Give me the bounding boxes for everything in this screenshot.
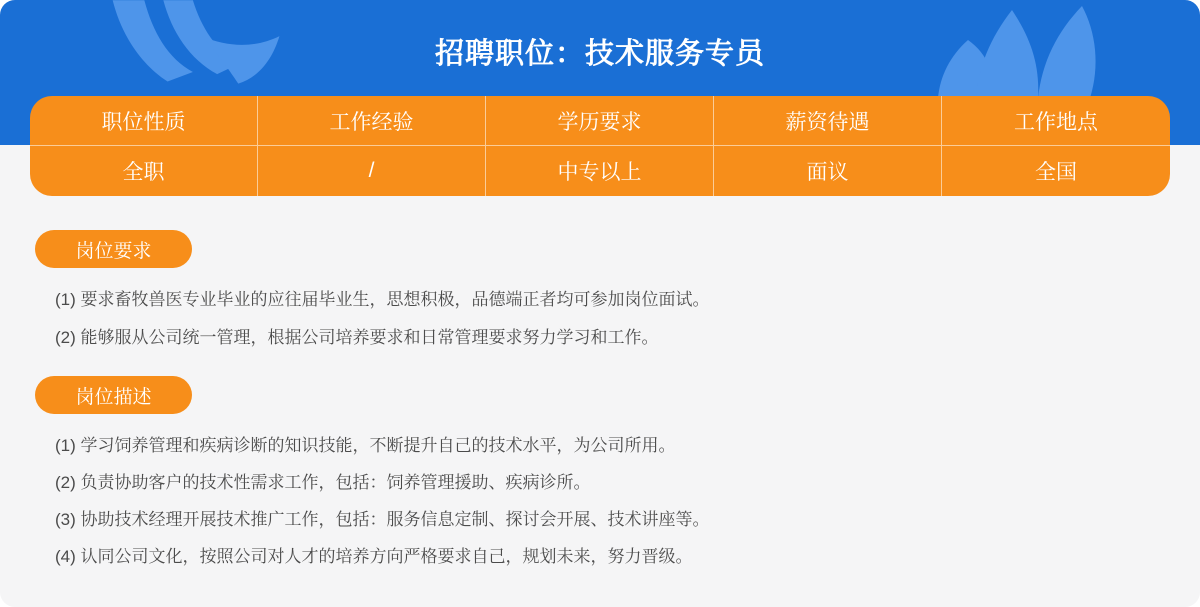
- table-header-education: 学历要求: [486, 96, 714, 146]
- table-value-education: 中专以上: [486, 146, 714, 196]
- job-description-badge: 岗位描述: [35, 376, 192, 414]
- job-info-table: [30, 96, 1170, 196]
- table-value-salary: 面议: [714, 146, 942, 196]
- list-item: (2) 能够服从公司统一管理，根据公司培养要求和日常管理要求努力学习和工作。: [55, 328, 659, 347]
- table-header-salary: 薪资待遇: [714, 96, 942, 146]
- table-header-location: 工作地点: [942, 96, 1170, 146]
- list-item: (4) 认同公司文化，按照公司对人才的培养方向严格要求自己，规划未来，努力晋级。: [55, 547, 693, 566]
- job-requirements-badge: 岗位要求: [35, 230, 192, 268]
- job-requirements-list: [35, 281, 710, 357]
- table-value-position-type: 全职: [30, 146, 258, 196]
- list-item: (1) 要求畜牧兽医专业毕业的应往届毕业生，思想积极，品德端正者均可参加岗位面试。: [55, 290, 710, 309]
- table-header-position-type: 职位性质: [30, 96, 258, 146]
- list-item: (2) 负责协助客户的技术性需求工作，包括：饲养管理援助、疾病诊所。: [55, 473, 591, 492]
- table-value-experience: /: [258, 146, 486, 196]
- section-job-requirements: [35, 230, 710, 357]
- list-item: (1) 学习饲养管理和疾病诊断的知识技能，不断提升自己的技术水平，为公司所用。: [55, 436, 676, 455]
- table-value-location: 全国: [1035, 161, 1077, 184]
- job-description-list: [35, 427, 710, 575]
- section-job-description: [35, 376, 710, 575]
- table-header-experience: 工作经验: [258, 96, 486, 146]
- page-title: 招聘职位：技术服务专员: [434, 38, 765, 70]
- list-item: (3) 协助技术经理开展技术推广工作，包括：服务信息定制、探讨会开展、技术讲座等。: [55, 510, 710, 529]
